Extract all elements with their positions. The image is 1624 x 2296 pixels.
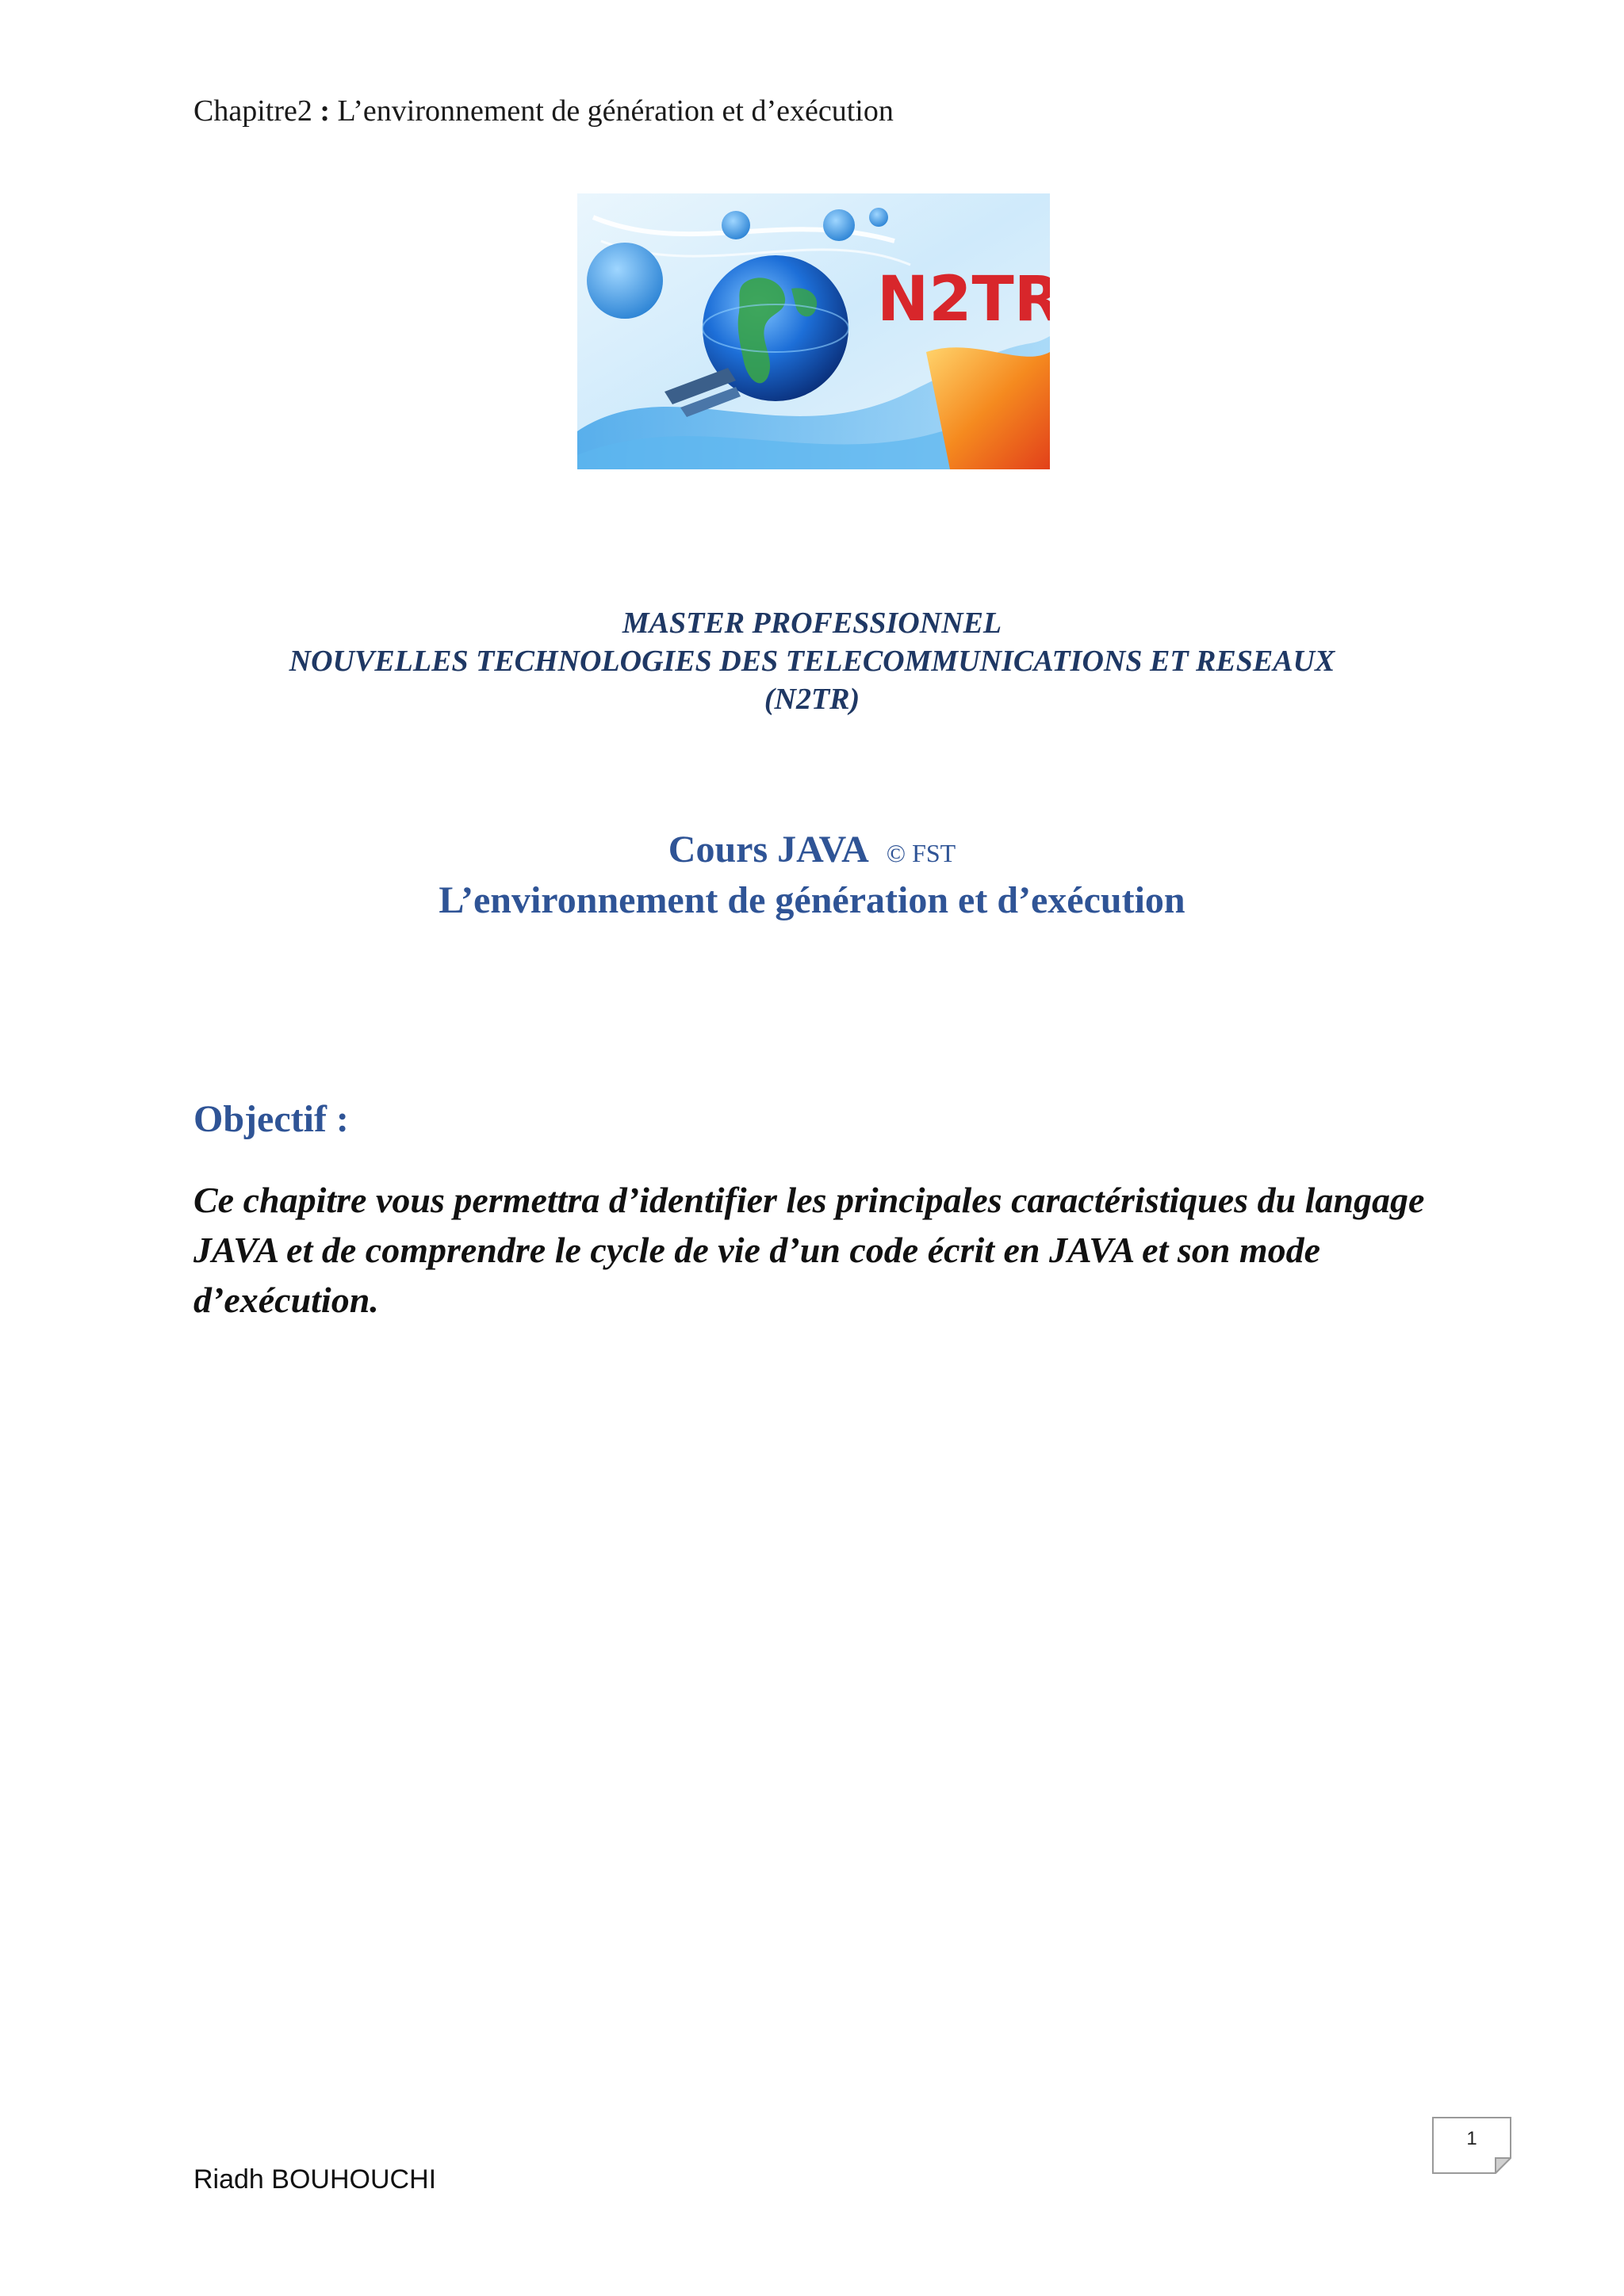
copyright-label: © FST	[886, 839, 956, 867]
master-line-2: NOUVELLES TECHNOLOGIES DES TELECOMMUNICATIONS ET RESEAUX	[289, 645, 1335, 678]
footer-author: Riadh BOUHOUCHI	[193, 2164, 437, 2195]
page-number-box	[1432, 2117, 1511, 2174]
master-line-1: MASTER PROFESSIONNEL	[622, 607, 1002, 640]
chapter-label: Chapitre2	[193, 94, 312, 128]
course-name: Cours JAVA	[668, 828, 869, 871]
page-header	[193, 94, 894, 128]
course-title	[0, 825, 1624, 878]
objective-text: Ce chapitre vous permettra d’identifier les principales caractéristiques du langage JAVA et de comprendre le cycle de vie d’un code écrit en JAVA et son mode d’exécution.	[193, 1180, 1425, 1320]
master-line-3: (N2TR)	[764, 683, 860, 716]
logo-text: N2TR	[877, 264, 1050, 335]
objective-heading: Objectif :	[193, 1098, 349, 1140]
master-title-block	[0, 604, 1624, 718]
page-number: 1	[1466, 2128, 1477, 2149]
course-subtitle: L’environnement de génération et d’exécution	[439, 879, 1185, 921]
n2tr-logo	[577, 193, 1050, 469]
chapter-title: L’environnement de génération et d’exécution	[337, 94, 894, 128]
n2tr-logo-graphic	[577, 193, 1050, 469]
course-title-block	[0, 825, 1624, 923]
chapter-separator: :	[320, 94, 331, 128]
